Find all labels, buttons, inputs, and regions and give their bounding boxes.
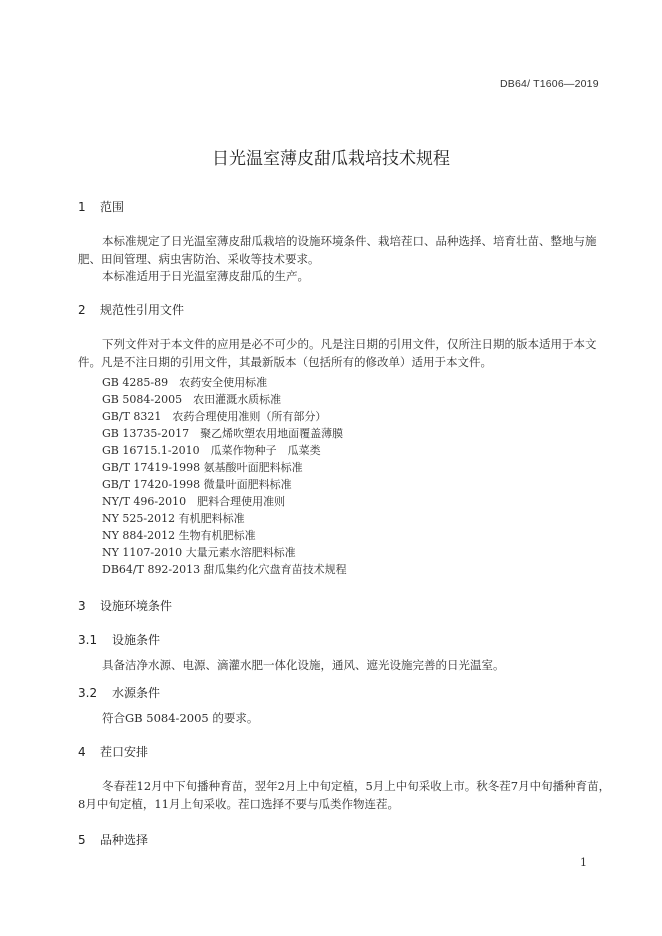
reference-item: NY/T 496-2010 肥料合理使用准则: [102, 495, 286, 508]
reference-item: NY 1107-2010 大量元素水溶肥料标准: [102, 546, 296, 559]
document-title: 日光温室薄皮甜瓜栽培技术规程: [212, 149, 450, 169]
section-5-heading: [78, 831, 148, 848]
reference-item: DB64/T 892-2013 甜瓜集约化穴盘育苗技术规程: [102, 563, 347, 576]
section-3-2-heading: [78, 684, 160, 701]
paragraph-line: 下列文件对于本文件的应用是必不可少的。凡是注日期的引用文件，仅所注日期的版本适用于本文: [102, 337, 597, 351]
section-title: 规范性引用文件: [100, 303, 185, 317]
section-number: 1: [78, 200, 86, 214]
reference-item: NY 525-2012 有机肥料标准: [102, 512, 245, 525]
section-number: 4: [78, 745, 86, 759]
section-3-1-heading: [78, 631, 160, 648]
section-number: 3: [78, 599, 86, 613]
section-3-heading: [78, 597, 172, 614]
section-2-heading: [78, 301, 184, 318]
reference-item: GB 4285-89 农药安全使用标准: [102, 376, 268, 389]
section-number: 3.1: [78, 633, 98, 647]
section-title: 设施环境条件: [100, 599, 173, 613]
section-title: 水源条件: [112, 686, 161, 700]
section-number: 2: [78, 303, 86, 317]
reference-item: GB 5084-2005 农田灌溉水质标准: [102, 393, 282, 406]
reference-item: NY 884-2012 生物有机肥标准: [102, 529, 256, 542]
section-number: 3.2: [78, 686, 98, 700]
paragraph-line: 件。凡是不注日期的引用文件，其最新版本（包括所有的修改单）适用于本文件。: [78, 355, 492, 369]
section-title: 品种选择: [100, 833, 149, 847]
paragraph-line: 符合GB 5084-2005 的要求。: [102, 711, 259, 725]
paragraph-line: 8月中旬定植，11月上旬采收。茬口选择不要与瓜类作物连茬。: [78, 797, 399, 811]
paragraph-line: 本标准适用于日光温室薄皮甜瓜的生产。: [102, 269, 309, 283]
reference-item: GB/T 17419-1998 氨基酸叶面肥料标准: [102, 461, 303, 474]
reference-item: GB 16715.1-2010 瓜菜作物种子 瓜菜类: [102, 444, 321, 457]
paragraph-line: 肥、田间管理、病虫害防治、采收等技术要求。: [78, 252, 320, 266]
reference-item: GB/T 8321 农药合理使用准则（所有部分）: [102, 410, 327, 423]
page-number: 1: [580, 856, 587, 869]
paragraph-line: 本标准规定了日光温室薄皮甜瓜栽培的设施环境条件、栽培茬口、品种选择、培育壮苗、整地与施: [102, 234, 597, 248]
section-1-heading: [78, 198, 124, 215]
document-number: DB64/ T1606—2019: [500, 78, 599, 90]
reference-item: GB/T 17420-1998 微量叶面肥料标准: [102, 478, 292, 491]
section-title: 范围: [100, 200, 125, 214]
section-title: 设施条件: [112, 633, 161, 647]
reference-item: GB 13735-2017 聚乙烯吹塑农用地面覆盖薄膜: [102, 427, 344, 440]
paragraph-line: 具备洁净水源、电源、滴灌水肥一体化设施，通风、遮光设施完善的日光温室。: [102, 658, 505, 672]
section-title: 茬口安排: [100, 745, 149, 759]
paragraph-line: 冬春茬12月中下旬播种育苗，翌年2月上中旬定植，5月上中旬采收上市。秋冬茬7月中旬播种育苗，: [102, 779, 611, 793]
section-number: 5: [78, 833, 86, 847]
section-4-heading: [78, 743, 148, 760]
